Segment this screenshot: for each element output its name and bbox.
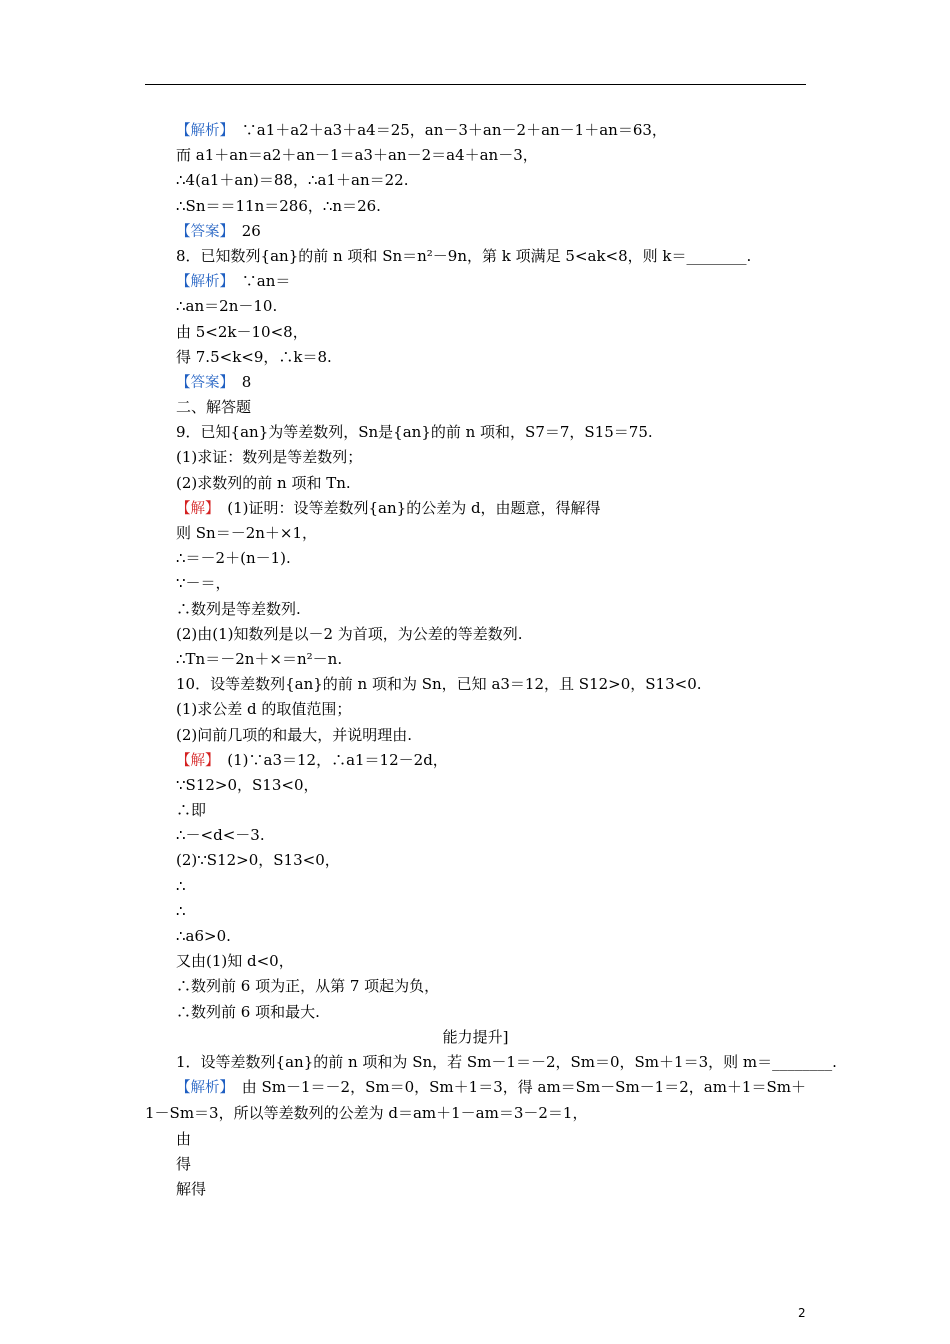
line-text: ∴a6>0. [176,927,231,945]
text-line [176,1127,806,1152]
text-line [176,143,806,168]
text-line [176,496,806,521]
text-line [176,773,806,798]
document-body [145,118,837,1202]
line-text: 8．已知数列{an}的前 n 项和 Sn＝n²－9n，第 k 项满足 5<ak<8，则 k＝________. [176,246,752,265]
text-line [176,874,806,899]
line-text: ∵an＝ [226,272,291,291]
text-line [176,521,806,546]
text-line [176,647,806,672]
text-line [176,471,806,496]
line-text: 10．设等差数列{an}的前 n 项和为 Sn，已知 a3＝12，且 S12>0，S13<0. [176,675,702,694]
text-line [176,294,806,319]
text-line [176,1000,806,1025]
section-tag: 【答案】 [176,374,227,391]
text-line [176,899,806,924]
text-line [176,370,806,395]
line-text: 由 5<2k－10<8， [176,322,308,341]
page-number: 2 [798,1306,806,1320]
text-line [176,269,806,294]
text-line [176,672,806,697]
text-line [145,1025,806,1050]
section-tag: 【解】 [176,752,213,769]
line-text: ∵－＝， [176,574,231,593]
section-tag: 【解】 [176,500,213,517]
line-text: ∴数列是等差数列. [176,599,301,618]
text-line [176,571,806,596]
line-text: 则 Sn＝－2n＋×1， [176,524,318,542]
line-text: 二、解答题 [176,398,252,417]
line-text: ∴＝－2＋(n－1). [176,549,291,568]
line-text: 8 [226,372,252,391]
line-text: ∴ [176,901,186,920]
line-text: ∴Sn＝＝11n＝286，∴n＝26. [176,196,381,215]
line-text: 由 Sm－1＝－2，Sm＝0，Sm＋1＝3，得 am＝Sm－Sm－1＝2，am＋1＝Sm＋1－Sm＝3，所以等差数列的公差为 d＝am＋1－am＝3－2＝1， [145,1078,806,1123]
line-text: ∴an＝2n－10. [176,297,278,316]
line-text: 1．设等差数列{an}的前 n 项和为 Sn，若 Sm－1＝－2，Sm＝0，Sm＋1＝3，则 m＝________. [176,1052,837,1071]
text-line [176,320,806,345]
section-tag: 【解析】 [176,1080,227,1097]
line-text: (1)∵a3＝12，∴a1＝12－2d， [212,750,448,769]
text-line [176,622,806,647]
text-line [176,924,806,949]
text-line [145,1075,806,1126]
text-line [176,597,806,622]
text-line [176,445,806,470]
section-tag: 【解析】 [176,123,227,139]
text-line [176,420,806,445]
line-text: 能力提升] [442,1027,509,1046]
line-text: ∵a1＋a2＋a3＋a4＝25，an－3＋an－2＋an－1＋an＝63， [226,121,667,139]
text-line [176,1177,806,1202]
line-text: 得 [176,1154,192,1173]
line-text: (2)∵S12>0，S13<0， [176,851,340,870]
line-text: (2)问前几项的和最大，并说明理由. [176,725,413,744]
text-line [176,823,806,848]
text-line [176,219,806,244]
text-line [176,798,806,823]
text-line [176,244,806,269]
line-text: (2)由(1)知数列是以－2 为首项，为公差的等差数列. [176,624,523,643]
section-tag: 【答案】 [176,223,227,240]
line-text: (1)求公差 d 的取值范围； [176,700,352,719]
text-line [176,345,806,370]
section-tag: 【解析】 [176,274,227,291]
line-text: 9．已知{an}为等差数列，Sn是{an}的前 n 项和，S7＝7，S15＝75. [176,423,653,442]
text-line [176,395,806,420]
line-text: 得 7.5<k<9，∴k＝8. [176,347,332,366]
line-text: ∴Tn＝－2n＋×＝n²－n. [176,649,343,668]
text-line [176,1152,806,1177]
line-text: 26 [226,221,261,240]
text-line [176,723,806,748]
text-line [176,848,806,873]
line-text: (1)证明：设等差数列{an}的公差为 d，由题意，得解得 [212,498,601,517]
line-text: ∴数列前 6 项为正，从第 7 项起为负， [176,977,440,996]
line-text: ∴－<d<－3. [176,826,265,845]
text-line [176,1050,837,1075]
text-line [176,748,806,773]
line-text: ∴4(a1＋an)＝88，∴a1＋an＝22. [176,171,409,190]
line-text: ∴数列前 6 项和最大. [176,1002,320,1021]
line-text: (1)求证：数列是等差数列； [176,448,363,467]
line-text: 由 [176,1129,192,1148]
line-text: 又由(1)知 d<0， [176,952,294,971]
line-text: 解得 [176,1179,207,1198]
text-line [176,974,806,999]
header-rule [145,84,806,85]
text-line [176,546,806,571]
line-text: ∴ [176,876,186,895]
text-line [176,949,806,974]
text-line [176,194,806,219]
text-line [176,697,806,722]
text-line [176,118,806,143]
line-text: ∵S12>0，S13<0， [176,775,319,794]
line-text: 而 a1＋an＝a2＋an－1＝a3＋an－2＝a4＋an－3， [176,146,538,165]
line-text: (2)求数列的前 n 项和 Tn. [176,473,351,492]
text-line [176,168,806,193]
line-text: ∴即 [176,801,207,820]
